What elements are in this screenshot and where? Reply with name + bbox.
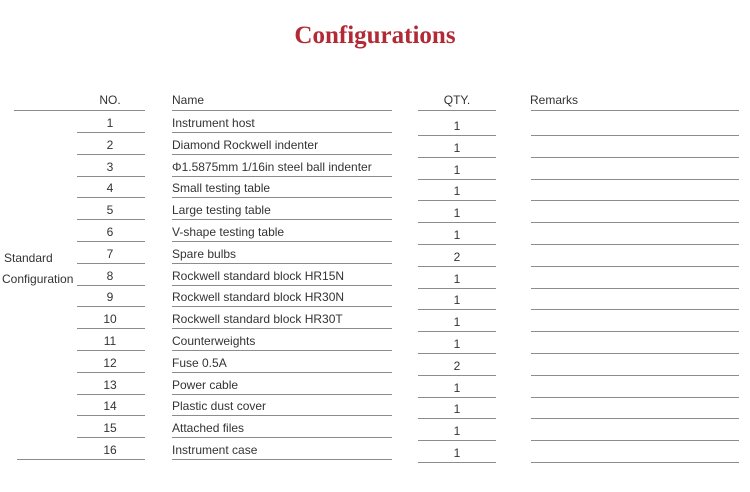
row-qty: 1 <box>453 206 461 220</box>
row-divider <box>172 176 392 177</box>
row-divider <box>418 288 496 289</box>
row-divider <box>77 176 145 177</box>
header-qty: QTY. <box>443 93 471 107</box>
row-name: Instrument host <box>172 116 255 130</box>
row-divider <box>172 197 392 198</box>
row-divider <box>172 459 392 460</box>
row-divider <box>418 244 496 245</box>
row-divider <box>531 418 739 419</box>
row-divider <box>77 372 145 373</box>
row-number: 14 <box>103 399 117 413</box>
row-divider <box>77 437 145 438</box>
row-qty: 1 <box>453 446 461 460</box>
row-divider <box>531 353 739 354</box>
row-divider <box>172 415 392 416</box>
row-divider <box>172 241 392 242</box>
row-divider <box>172 372 392 373</box>
row-divider <box>418 179 496 180</box>
row-divider <box>418 266 496 267</box>
row-divider <box>418 200 496 201</box>
row-name: Fuse 0.5A <box>172 356 227 370</box>
header-name: Name <box>172 93 205 107</box>
row-number: 6 <box>106 225 114 239</box>
row-qty: 1 <box>453 381 461 395</box>
row-divider <box>418 222 496 223</box>
page-title: Configurations <box>294 22 456 49</box>
group-label-line2: Configuration <box>2 272 74 286</box>
row-name: Small testing table <box>172 181 271 195</box>
row-divider <box>172 350 392 351</box>
row-divider <box>531 462 739 463</box>
row-divider <box>531 135 739 136</box>
row-divider <box>172 263 392 264</box>
row-name: Attached files <box>172 421 245 435</box>
row-name: Φ1.5875mm 1/16in steel ball indenter <box>172 160 372 174</box>
row-divider <box>531 288 739 289</box>
row-divider <box>418 135 496 136</box>
row-divider <box>531 440 739 441</box>
row-divider <box>418 375 496 376</box>
row-divider <box>77 263 145 264</box>
row-qty: 1 <box>453 119 461 133</box>
row-divider <box>77 154 145 155</box>
row-divider <box>172 394 392 395</box>
row-number: 3 <box>106 160 114 174</box>
row-divider <box>172 328 392 329</box>
header-divider <box>531 110 739 111</box>
row-name: Rockwell standard block HR30T <box>172 312 343 326</box>
row-name: Rockwell standard block HR15N <box>172 269 345 283</box>
row-divider <box>531 266 739 267</box>
header-remarks: Remarks <box>530 93 579 107</box>
row-number: 4 <box>106 181 114 195</box>
row-number: 16 <box>103 443 117 457</box>
row-divider <box>531 309 739 310</box>
row-divider <box>531 157 739 158</box>
header-divider <box>14 110 145 111</box>
row-divider <box>77 241 145 242</box>
row-divider <box>531 244 739 245</box>
row-qty: 1 <box>453 315 461 329</box>
row-number: 9 <box>106 290 114 304</box>
row-divider <box>418 353 496 354</box>
header-divider <box>418 110 496 111</box>
row-divider <box>172 437 392 438</box>
row-divider <box>172 219 392 220</box>
row-qty: 1 <box>453 184 461 198</box>
row-divider <box>77 132 145 133</box>
row-number: 10 <box>103 312 117 326</box>
row-divider <box>172 306 392 307</box>
row-qty: 1 <box>453 337 461 351</box>
row-qty: 1 <box>453 402 461 416</box>
row-divider <box>77 328 145 329</box>
row-qty: 2 <box>453 359 461 373</box>
row-number: 15 <box>103 421 117 435</box>
row-divider <box>77 350 145 351</box>
row-divider <box>418 331 496 332</box>
row-divider <box>531 331 739 332</box>
row-divider <box>531 222 739 223</box>
row-number: 13 <box>103 378 117 392</box>
row-divider <box>531 179 739 180</box>
row-divider <box>77 285 145 286</box>
row-divider <box>77 219 145 220</box>
row-qty: 2 <box>453 250 461 264</box>
row-number: 7 <box>106 247 114 261</box>
row-number: 1 <box>106 116 114 130</box>
header-divider <box>172 110 392 111</box>
row-number: 5 <box>106 203 114 217</box>
row-name: Power cable <box>172 378 239 392</box>
row-divider <box>172 154 392 155</box>
row-name: Large testing table <box>172 203 271 217</box>
row-divider <box>531 375 739 376</box>
row-name: Counterweights <box>172 334 256 348</box>
header-no: NO. <box>99 93 121 107</box>
row-name: Spare bulbs <box>172 247 237 261</box>
row-divider <box>531 397 739 398</box>
row-number: 2 <box>106 138 114 152</box>
row-divider <box>418 418 496 419</box>
row-qty: 1 <box>453 163 461 177</box>
row-divider <box>172 285 392 286</box>
row-divider <box>77 197 145 198</box>
row-qty: 1 <box>453 272 461 286</box>
row-number: 12 <box>103 356 117 370</box>
row-name: V-shape testing table <box>172 225 285 239</box>
row-name: Instrument case <box>172 443 258 457</box>
row-divider <box>418 157 496 158</box>
row-qty: 1 <box>453 424 461 438</box>
row-number: 11 <box>103 334 117 348</box>
row-divider <box>17 459 145 460</box>
row-qty: 1 <box>453 141 461 155</box>
row-divider <box>418 440 496 441</box>
row-divider <box>531 200 739 201</box>
row-divider <box>418 309 496 310</box>
row-divider <box>418 462 496 463</box>
row-divider <box>418 397 496 398</box>
row-divider <box>77 415 145 416</box>
row-divider <box>77 394 145 395</box>
row-name: Rockwell standard block HR30N <box>172 290 345 304</box>
group-label-line1: Standard <box>4 251 53 265</box>
row-divider <box>77 306 145 307</box>
row-qty: 1 <box>453 228 461 242</box>
row-divider <box>172 132 392 133</box>
row-number: 8 <box>106 269 114 283</box>
row-name: Plastic dust cover <box>172 399 267 413</box>
row-name: Diamond Rockwell indenter <box>172 138 319 152</box>
row-qty: 1 <box>453 293 461 307</box>
